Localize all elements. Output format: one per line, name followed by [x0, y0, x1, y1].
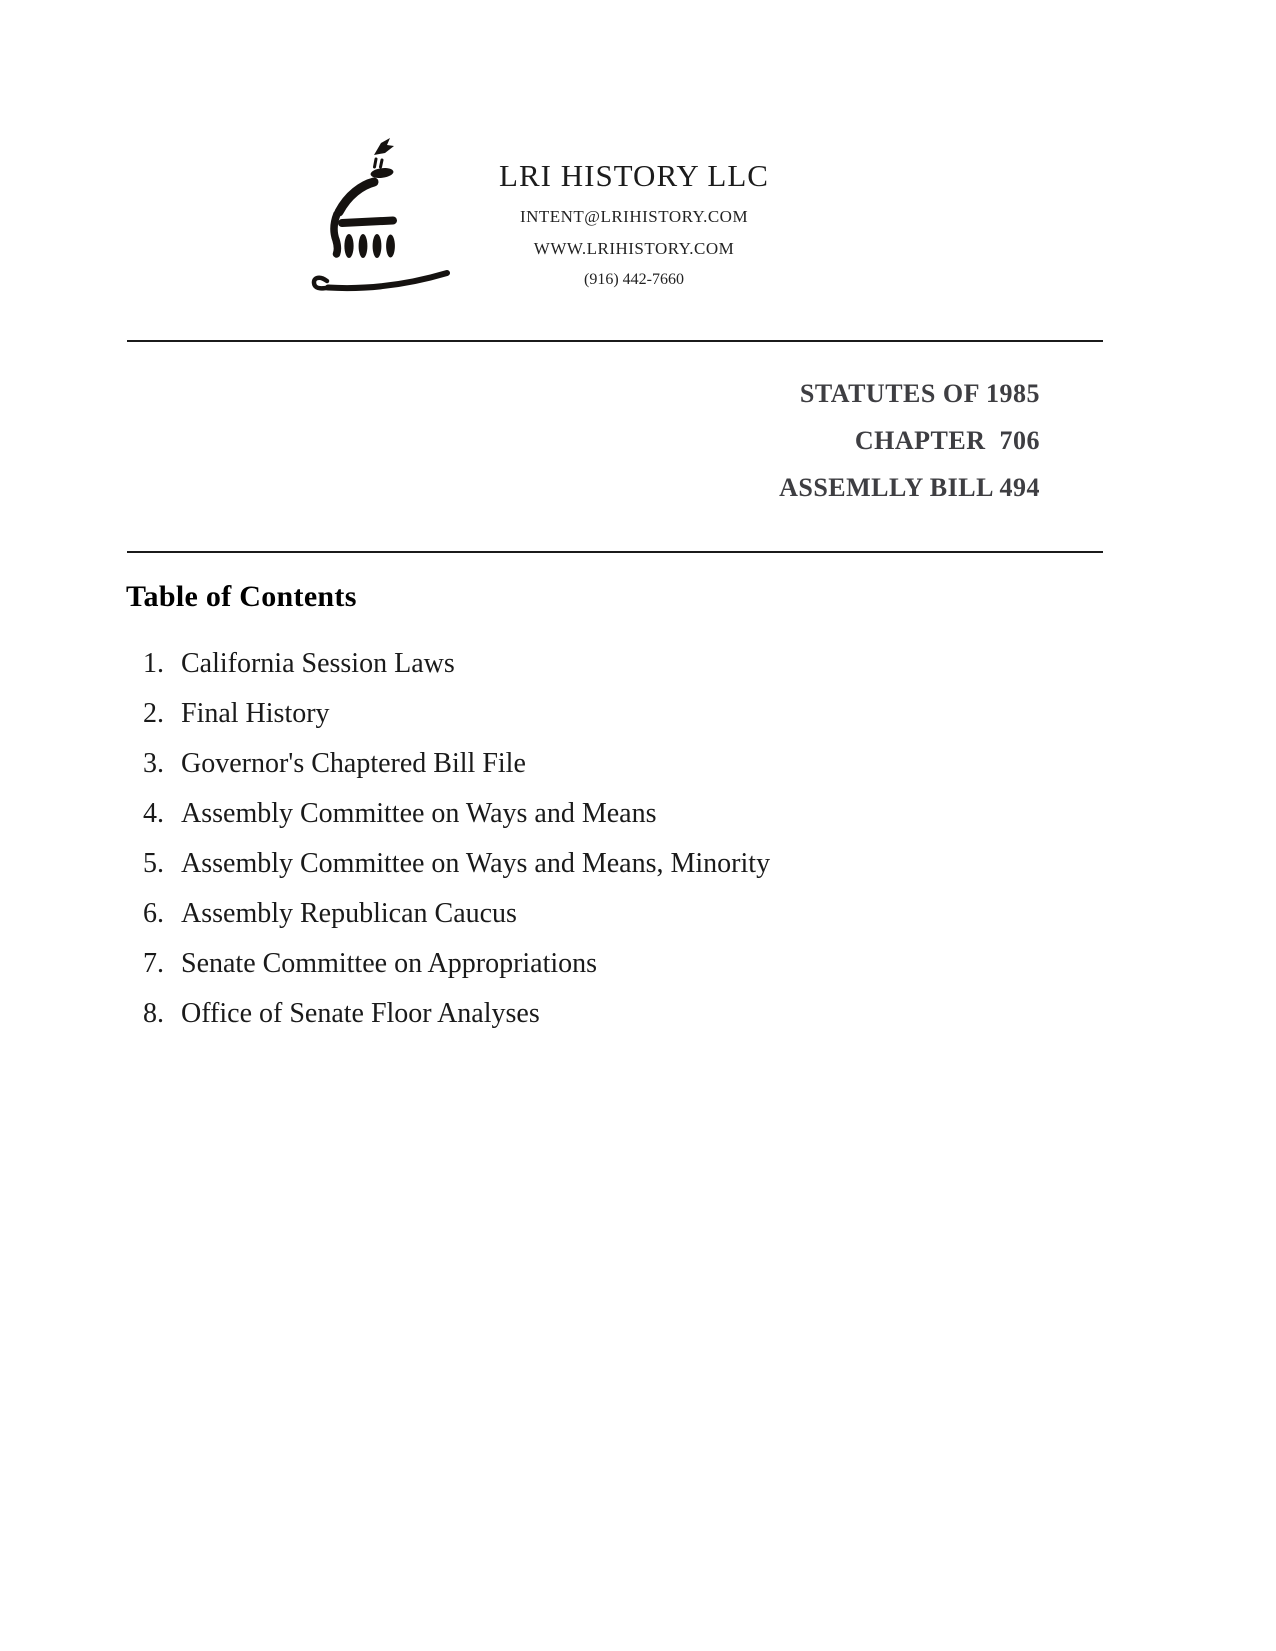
- letterhead: [438, 158, 830, 290]
- toc-item-number: 6.: [143, 898, 164, 929]
- capitol-dome-logo-icon: [310, 136, 454, 296]
- toc-item: [143, 746, 1043, 782]
- divider-top: [127, 340, 1103, 342]
- toc-item-label: Office of Senate Floor Analyses: [181, 998, 540, 1029]
- toc-item: [143, 846, 1043, 882]
- toc-item: [143, 796, 1043, 832]
- statute-reference: [779, 370, 1040, 511]
- divider-bottom: [127, 551, 1103, 553]
- toc-item-number: 5.: [143, 848, 164, 879]
- company-name: LRI HISTORY LLC: [499, 158, 769, 193]
- toc-item-label: Governor's Chaptered Bill File: [181, 748, 526, 779]
- toc-item-label: Assembly Committee on Ways and Means, Minority: [181, 848, 771, 879]
- toc-item-number: 3.: [143, 748, 164, 779]
- toc-item: [143, 946, 1043, 982]
- reference-chapter-line: CHAPTER 706: [854, 426, 1040, 455]
- toc-item: [143, 696, 1043, 732]
- toc-item: [143, 646, 1043, 682]
- toc-item-number: 7.: [143, 948, 164, 979]
- company-email: INTENT@LRIHISTORY.COM: [519, 207, 749, 226]
- company-phone: (916) 442-7660: [584, 271, 684, 288]
- toc-item-number: 8.: [143, 998, 164, 1029]
- toc-heading: Table of Contents: [126, 580, 357, 613]
- toc-item: [143, 896, 1043, 932]
- toc-item-label: California Session Laws: [181, 648, 455, 679]
- toc-item-label: Assembly Committee on Ways and Means: [181, 798, 657, 829]
- toc-item-number: 4.: [143, 798, 164, 829]
- toc-list: [143, 646, 1043, 1046]
- toc-item-label: Senate Committee on Appropriations: [181, 948, 598, 979]
- toc-item: [143, 996, 1043, 1032]
- company-website: WWW.LRIHISTORY.COM: [533, 239, 735, 258]
- toc-item-label: Assembly Republican Caucus: [181, 898, 517, 929]
- toc-item-number: 1.: [143, 648, 164, 679]
- reference-statutes-line: STATUTES OF 1985: [799, 379, 1040, 408]
- toc-item-label: Final History: [181, 698, 330, 729]
- toc-item-number: 2.: [143, 698, 164, 729]
- reference-bill-line: ASSEMLLY BILL 494: [779, 473, 1040, 502]
